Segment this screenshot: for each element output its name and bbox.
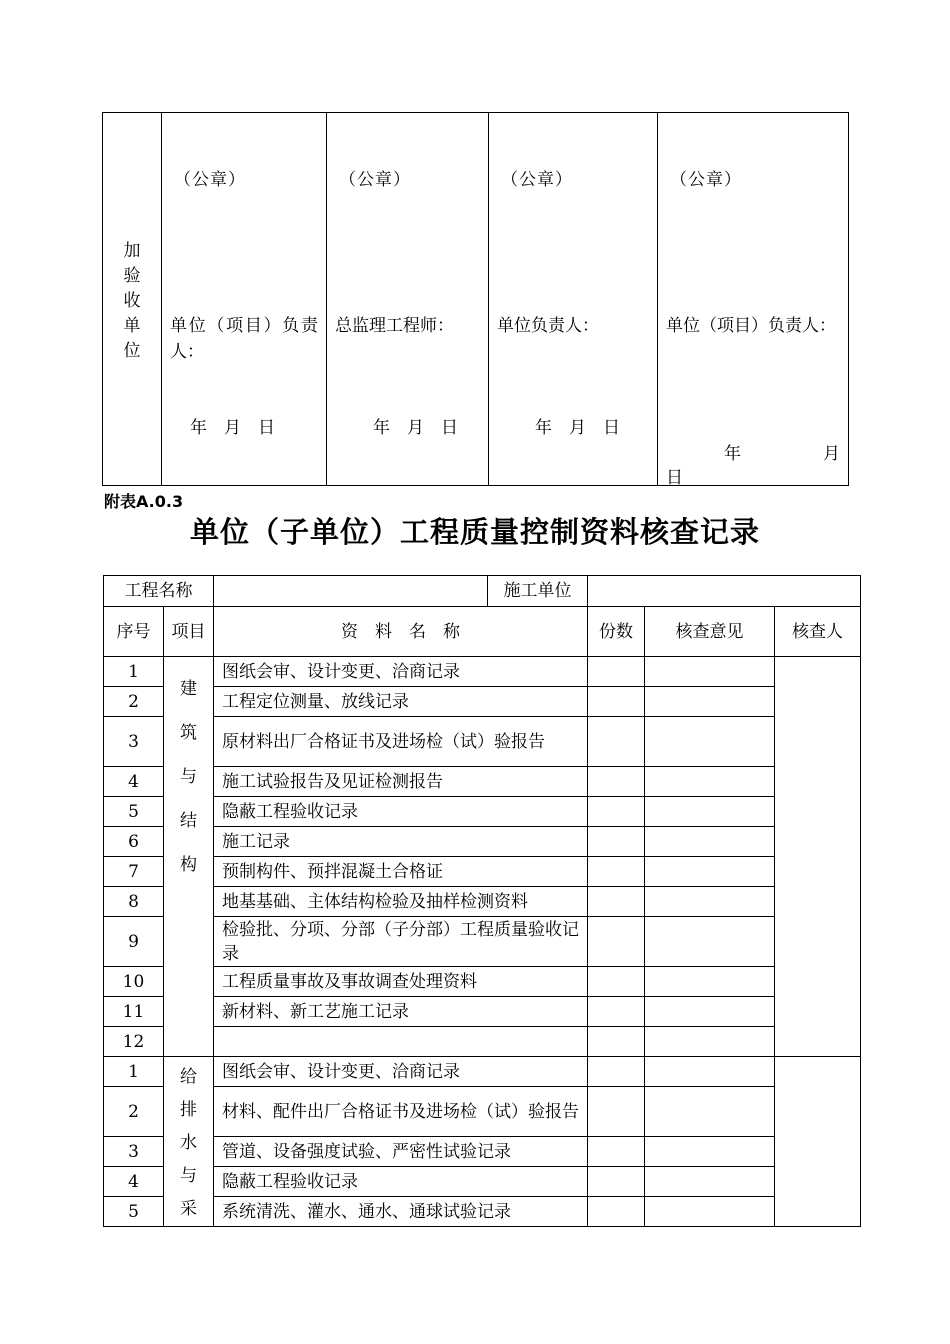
category-char: 构 — [180, 855, 197, 875]
row-doc-name: 隐蔽工程验收记录 — [214, 797, 588, 827]
signoff-column — [162, 113, 327, 486]
row-seq: 4 — [104, 767, 164, 797]
signer-label: 单位负责人： — [497, 316, 599, 336]
signoff-column — [658, 113, 849, 486]
seal-placeholder: （公章） — [670, 170, 742, 190]
row-doc-name: 工程定位测量、放线记录 — [214, 687, 588, 717]
row-copies — [588, 657, 645, 687]
table-row — [104, 1057, 861, 1087]
row-doc-name: 管道、设备强度试验、严密性试验记录 — [214, 1137, 588, 1167]
row-opinion — [645, 1137, 775, 1167]
row-opinion — [645, 657, 775, 687]
table-row — [104, 917, 861, 967]
side-label-char: 加 — [123, 241, 141, 261]
table-row — [104, 827, 861, 857]
table-row — [104, 1137, 861, 1167]
row-copies — [588, 797, 645, 827]
row-opinion — [645, 857, 775, 887]
project-info-row — [104, 576, 861, 607]
side-label-char: 验 — [123, 266, 141, 286]
row-copies — [588, 827, 645, 857]
checker-cell — [775, 1057, 861, 1227]
date-month-label: 月 — [823, 444, 840, 464]
row-copies — [588, 1197, 645, 1227]
row-seq: 5 — [104, 1197, 164, 1227]
row-copies — [588, 1137, 645, 1167]
row-opinion — [645, 717, 775, 767]
table-row — [104, 1087, 861, 1137]
side-label-char: 位 — [123, 341, 141, 361]
category-cell — [164, 1057, 214, 1227]
project-name-value — [214, 576, 588, 607]
row-seq: 1 — [104, 657, 164, 687]
table-row — [104, 967, 861, 997]
row-seq: 2 — [104, 687, 164, 717]
page-title: 单位（子单位）工程质量控制资料核查记录 — [189, 515, 760, 549]
row-doc-name: 预制构件、预拌混凝土合格证 — [214, 857, 588, 887]
checker-cell — [775, 657, 861, 1057]
row-opinion — [645, 1027, 775, 1057]
row-doc-name: 施工试验报告及见证检测报告 — [214, 767, 588, 797]
row-opinion — [645, 767, 775, 797]
category-char: 与 — [180, 767, 197, 787]
project-name-label: 工程名称 — [104, 576, 214, 607]
seal-placeholder: （公章） — [339, 170, 411, 190]
row-opinion — [645, 887, 775, 917]
table-row — [104, 1027, 861, 1057]
header-seq: 序号 — [104, 607, 164, 657]
signoff-column — [489, 113, 658, 486]
table-header-row — [104, 607, 861, 657]
row-copies — [588, 967, 645, 997]
table-row — [104, 767, 861, 797]
signer-label: 单位（项目）负责人： — [666, 316, 836, 336]
row-seq: 3 — [104, 1137, 164, 1167]
row-seq: 10 — [104, 967, 164, 997]
category-cell — [164, 657, 214, 1057]
row-doc-name: 隐蔽工程验收记录 — [214, 1167, 588, 1197]
category-char: 排 — [180, 1100, 197, 1120]
row-seq: 3 — [104, 717, 164, 767]
signoff-table — [102, 112, 849, 486]
side-label-char: 单 — [123, 316, 141, 336]
row-seq: 8 — [104, 887, 164, 917]
row-doc-name: 原材料出厂合格证书及进场检（试）验报告 — [214, 717, 588, 767]
signoff-column — [327, 113, 489, 486]
row-doc-name: 系统清洗、灌水、通水、通球试验记录 — [214, 1197, 588, 1227]
seal-placeholder: （公章） — [501, 170, 573, 190]
category-char: 采 — [180, 1199, 197, 1219]
table-row — [104, 857, 861, 887]
header-opinion: 核查意见 — [645, 607, 775, 657]
row-doc-name — [214, 1027, 588, 1057]
row-opinion — [645, 997, 775, 1027]
check-record-table — [103, 575, 861, 1227]
row-seq: 11 — [104, 997, 164, 1027]
row-seq: 2 — [104, 1087, 164, 1137]
row-doc-name: 地基基础、主体结构检验及抽样检测资料 — [214, 887, 588, 917]
row-opinion — [645, 827, 775, 857]
row-copies — [588, 997, 645, 1027]
row-opinion — [645, 1197, 775, 1227]
row-copies — [588, 1027, 645, 1057]
category-char: 筑 — [180, 723, 197, 743]
date-year-label: 年 — [724, 444, 741, 464]
header-doc-name: 资 料 名 称 — [214, 607, 588, 657]
category-char: 结 — [180, 811, 197, 831]
row-copies — [588, 767, 645, 797]
table-row — [104, 887, 861, 917]
row-opinion — [645, 687, 775, 717]
row-seq: 7 — [104, 857, 164, 887]
table-row — [104, 997, 861, 1027]
row-opinion — [645, 967, 775, 997]
row-doc-name: 材料、配件出厂合格证书及进场检（试）验报告 — [214, 1087, 588, 1137]
table-row — [104, 717, 861, 767]
table-row — [104, 1197, 861, 1227]
side-label-char: 收 — [123, 291, 141, 311]
contractor-label: 施工单位 — [503, 581, 572, 601]
category-char: 给 — [180, 1067, 197, 1087]
date-label: 年 月 日 — [535, 418, 620, 438]
signer-label: 单位（项目）负责人： — [170, 316, 318, 362]
row-opinion — [645, 1057, 775, 1087]
row-copies — [588, 917, 645, 967]
table-row — [104, 797, 861, 827]
row-seq: 6 — [104, 827, 164, 857]
table-row — [104, 657, 861, 687]
row-copies — [588, 857, 645, 887]
row-doc-name: 图纸会审、设计变更、洽商记录 — [214, 657, 588, 687]
header-checker: 核查人 — [775, 607, 861, 657]
row-opinion — [645, 1087, 775, 1137]
category-char: 与 — [180, 1166, 197, 1186]
row-doc-name: 工程质量事故及事故调查处理资料 — [214, 967, 588, 997]
contractor-value — [588, 576, 861, 607]
row-seq: 5 — [104, 797, 164, 827]
row-doc-name: 施工记录 — [214, 827, 588, 857]
table-row — [104, 1167, 861, 1197]
row-opinion — [645, 917, 775, 967]
date-label: 年 月 日 — [190, 418, 275, 438]
row-seq: 4 — [104, 1167, 164, 1197]
header-copies: 份数 — [588, 607, 645, 657]
row-copies — [588, 1167, 645, 1197]
row-opinion — [645, 1167, 775, 1197]
row-doc-name: 检验批、分项、分部（子分部）工程质量验收记录 — [214, 917, 588, 967]
row-copies — [588, 687, 645, 717]
table-row — [104, 687, 861, 717]
date-day-label: 日 — [666, 468, 683, 488]
row-doc-name: 新材料、新工艺施工记录 — [214, 997, 588, 1027]
category-char: 水 — [180, 1133, 197, 1153]
signer-label: 总监理工程师： — [335, 316, 454, 336]
row-seq: 1 — [104, 1057, 164, 1087]
row-copies — [588, 1057, 645, 1087]
row-seq: 12 — [104, 1027, 164, 1057]
header-item: 项目 — [164, 607, 214, 657]
seal-placeholder: （公章） — [174, 170, 246, 190]
row-copies — [588, 1087, 645, 1137]
project-name-input — [214, 576, 488, 606]
category-char: 建 — [180, 679, 197, 699]
row-copies — [588, 717, 645, 767]
signoff-side-label — [103, 113, 162, 486]
row-opinion — [645, 797, 775, 827]
row-seq: 9 — [104, 917, 164, 967]
appendix-number: 附表A.0.3 — [104, 492, 184, 511]
date-label: 年 月 日 — [373, 418, 458, 438]
row-copies — [588, 887, 645, 917]
row-doc-name: 图纸会审、设计变更、洽商记录 — [214, 1057, 588, 1087]
